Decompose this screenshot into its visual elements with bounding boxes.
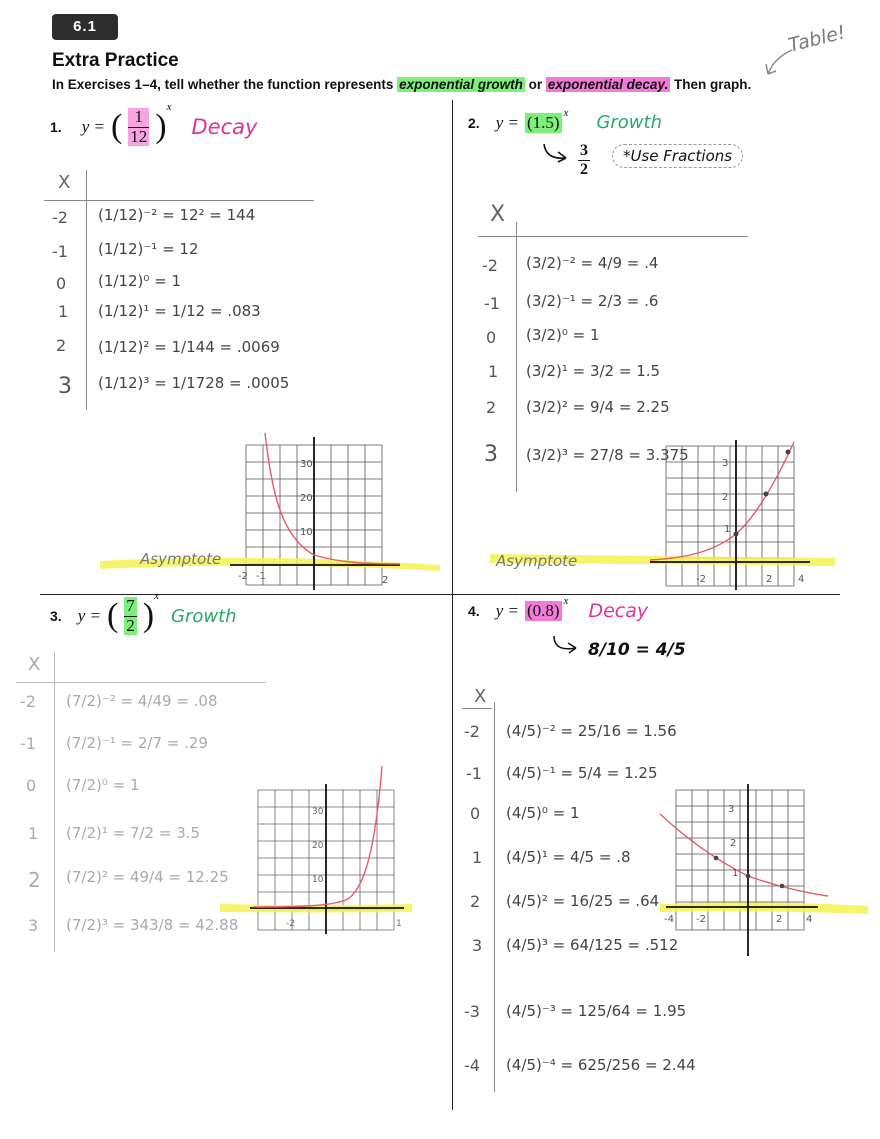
- ex3-number: 3.: [50, 608, 62, 625]
- ex4-calc-0: (4/5)⁻² = 25/16 = 1.56: [506, 722, 677, 740]
- ex4-x-1: -1: [466, 764, 482, 783]
- ex1-calc-4: (1/12)² = 1/144 = .0069: [98, 338, 280, 356]
- ex1-curve: [265, 433, 400, 564]
- ex2-table-head: X: [490, 202, 506, 227]
- ex1-tick-0: 30: [300, 459, 313, 470]
- ex4-tick-4: -2: [696, 914, 706, 925]
- ex4-x-0: -2: [464, 722, 480, 741]
- table-note: Table!: [786, 21, 848, 57]
- ex4-curve: [660, 814, 828, 896]
- ex1-calc-1: (1/12)⁻¹ = 12: [98, 240, 199, 258]
- exercise-3: [50, 590, 237, 635]
- ex2-frac-num: 3: [580, 142, 588, 159]
- growth-highlight: exponential growth: [399, 77, 523, 92]
- ex3-table-head: X: [28, 654, 41, 675]
- ex3-tick-0: 30: [312, 807, 324, 817]
- ex4-calc-3: (4/5)¹ = 4/5 = .8: [506, 848, 631, 866]
- ex3-eq-lhs: y =: [77, 606, 101, 626]
- ex1-x-0: -2: [52, 208, 68, 227]
- ex3-tick-3: -2: [286, 919, 295, 929]
- ex3-base-num: 7: [126, 596, 135, 615]
- ex3-calc-3: (7/2)¹ = 7/2 = 3.5: [66, 824, 201, 842]
- ex3-x-4: 2: [28, 868, 41, 892]
- ex4-tick-1: 2: [730, 838, 737, 849]
- ex2-x-3: 1: [488, 362, 499, 381]
- ex1-x-5: 3: [58, 374, 72, 399]
- ex3-curve: [254, 766, 382, 907]
- ex4-calc-5: (4/5)³ = 64/125 = .512: [506, 936, 679, 954]
- ex1-base-num: 1: [128, 108, 149, 128]
- ex2-calc-0: (3/2)⁻² = 4/9 = .4: [526, 254, 659, 272]
- ex1-table-head: X: [58, 172, 71, 193]
- ex3-tick-4: 1: [396, 919, 402, 929]
- ex1-tick-3: -2: [238, 571, 248, 582]
- ex4-frac-note: 8/10 = 4/5: [588, 640, 686, 660]
- note-arrow-icon: [760, 44, 800, 80]
- ex1-tick-5: 2: [382, 575, 389, 586]
- ex4-x-3: 1: [472, 848, 483, 867]
- ex4-arrow-icon: [550, 634, 586, 660]
- ex1-table-hline: [44, 200, 314, 201]
- ex2-calc-4: (3/2)² = 9/4 = 2.25: [526, 398, 670, 416]
- ex3-x-3: 1: [28, 824, 39, 843]
- exercise-2: [468, 106, 662, 133]
- ex3-base-den: 2: [126, 615, 135, 635]
- ex4-tick-6: 4: [806, 914, 813, 925]
- ex2-x-4: 2: [486, 398, 497, 417]
- ex2-calc-2: (3/2)⁰ = 1: [526, 326, 600, 344]
- ex1-label: Decay: [191, 115, 258, 140]
- ex1-number: 1.: [50, 119, 62, 136]
- page-title: Extra Practice: [52, 50, 179, 71]
- ex3-calc-5: (7/2)³ = 343/8 = 42.88: [66, 916, 239, 934]
- ex4-tick-5: 2: [776, 914, 783, 925]
- ex2-tick-3: -2: [696, 574, 706, 585]
- ex2-label: Growth: [596, 112, 662, 133]
- ex4-calc-4: (4/5)² = 16/25 = .64: [506, 892, 660, 910]
- ex4-tick-0: 3: [728, 804, 735, 815]
- ex4-x-2: 0: [470, 804, 481, 823]
- ex1-x-2: 0: [56, 274, 67, 293]
- ex2-x-0: -2: [482, 256, 498, 275]
- ex2-tick-1: 2: [722, 492, 729, 503]
- ex3-exponent: x: [154, 590, 160, 603]
- ex1-asymptote-label: Asymptote: [140, 550, 222, 568]
- decay-highlight: exponential decay.: [547, 77, 669, 92]
- ex1-paren-close: ): [155, 108, 167, 146]
- ex3-calc-1: (7/2)⁻¹ = 2/7 = .29: [66, 734, 208, 752]
- ex3-table-vline: [54, 652, 55, 952]
- ex3-paren-open: (: [106, 597, 119, 635]
- ex2-number: 2.: [468, 114, 480, 131]
- ex3-base-fraction: [124, 597, 137, 635]
- section-badge: 6.1: [52, 14, 118, 40]
- ex2-calc-3: (3/2)¹ = 3/2 = 1.5: [526, 362, 661, 380]
- vertical-divider: [452, 100, 453, 1110]
- ex3-x-1: -1: [20, 734, 36, 753]
- ex4-x-5: 3: [472, 936, 483, 955]
- ex1-calc-2: (1/12)⁰ = 1: [98, 272, 182, 290]
- ex1-x-4: 2: [56, 336, 67, 355]
- ex2-tick-5: 4: [798, 574, 805, 585]
- ex2-fraction: [578, 142, 590, 178]
- ex2-calc-5: (3/2)³ = 27/8 = 3.375: [526, 446, 689, 464]
- ex1-x-1: -1: [52, 242, 68, 261]
- ex2-x-1: -1: [484, 294, 500, 313]
- ex4-tick-2: 1: [732, 868, 739, 879]
- ex1-tick-1: 20: [300, 493, 313, 504]
- ex2-arrow-icon: [540, 140, 580, 170]
- ex3-paren-close: ): [142, 597, 155, 635]
- instr-after: Then graph.: [670, 77, 752, 92]
- ex2-eq-lhs: y =: [495, 112, 519, 132]
- ex4-x-4: 2: [470, 892, 481, 911]
- ex1-calc-0: (1/12)⁻² = 12² = 144: [98, 206, 256, 224]
- ex2-asymptote-label: Asymptote: [496, 552, 578, 570]
- ex3-calc-0: (7/2)⁻² = 4/49 = .08: [66, 692, 218, 710]
- ex2-x-5: 3: [484, 442, 498, 467]
- ex1-exponent: x: [166, 101, 172, 114]
- ex2-tick-2: 1: [724, 524, 731, 535]
- ex3-calc-2: (7/2)⁰ = 1: [66, 776, 140, 794]
- ex1-table-vline: [86, 170, 87, 410]
- ex3-x-0: -2: [20, 692, 36, 711]
- ex4-graph: [650, 780, 870, 960]
- ex1-tick-2: 10: [300, 527, 313, 538]
- ex1-base-fraction: [128, 108, 149, 146]
- exercise-1: [50, 101, 258, 146]
- ex1-x-3: 1: [58, 302, 69, 321]
- instructions: [52, 77, 751, 92]
- ex2-frac-den: 2: [580, 160, 588, 178]
- exercise-4: [468, 595, 649, 622]
- ex1-calc-5: (1/12)³ = 1/1728 = .0005: [98, 374, 290, 392]
- ex4-table-hline: [462, 708, 492, 709]
- ex4-calc-2: (4/5)⁰ = 1: [506, 804, 580, 822]
- ex1-paren-open: (: [110, 108, 123, 146]
- ex3-x-2: 0: [26, 776, 37, 795]
- ex3-tick-1: 20: [312, 841, 324, 851]
- ex1-table: [44, 170, 344, 410]
- ex4-calc-6: (4/5)⁻³ = 125/64 = 1.95: [506, 1002, 687, 1020]
- ex4-number: 4.: [468, 603, 480, 619]
- ex4-label: Decay: [588, 600, 649, 622]
- ex4-calc-1: (4/5)⁻¹ = 5/4 = 1.25: [506, 764, 658, 782]
- ex2-note: *Use Fractions: [612, 144, 743, 168]
- ex4-x-7: -4: [464, 1056, 480, 1075]
- ex4-calc-7: (4/5)⁻⁴ = 625/256 = 2.44: [506, 1056, 696, 1074]
- ex4-table-vline: [494, 702, 495, 1092]
- ex4-exponent: x: [563, 595, 569, 607]
- ex2-tick-0: 3: [722, 458, 729, 469]
- ex1-base-den: 12: [130, 126, 148, 146]
- ex4-asymptote-highlight: [660, 902, 868, 914]
- ex2-x-2: 0: [486, 328, 497, 347]
- ex1-tick-4: -1: [256, 571, 266, 582]
- ex3-calc-4: (7/2)² = 49/4 = 12.25: [66, 868, 229, 886]
- instr-before: In Exercises 1–4, tell whether the function represents: [52, 77, 398, 92]
- ex1-graph: [100, 425, 450, 595]
- ex4-x-6: -3: [464, 1002, 480, 1021]
- ex1-calc-3: (1/12)¹ = 1/12 = .083: [98, 302, 261, 320]
- instr-or: or: [524, 77, 546, 92]
- ex3-label: Growth: [171, 605, 237, 627]
- ex3-x-5: 3: [28, 916, 39, 935]
- ex3-tick-2: 10: [312, 875, 324, 885]
- ex2-exponent: x: [563, 106, 569, 119]
- ex2-calc-1: (3/2)⁻¹ = 2/3 = .6: [526, 292, 659, 310]
- ex1-eq-lhs: y =: [81, 117, 105, 137]
- ex2-tick-4: 2: [766, 574, 773, 585]
- ex4-table-head: X: [474, 686, 487, 707]
- ex4-base: (0.8): [526, 601, 560, 620]
- ex4-eq-lhs: y =: [495, 601, 519, 620]
- ex2-table-hline: [478, 236, 748, 237]
- ex4-tick-3: -4: [664, 914, 674, 925]
- ex2-base: (1.5): [526, 112, 560, 132]
- ex3-graph: [220, 760, 420, 940]
